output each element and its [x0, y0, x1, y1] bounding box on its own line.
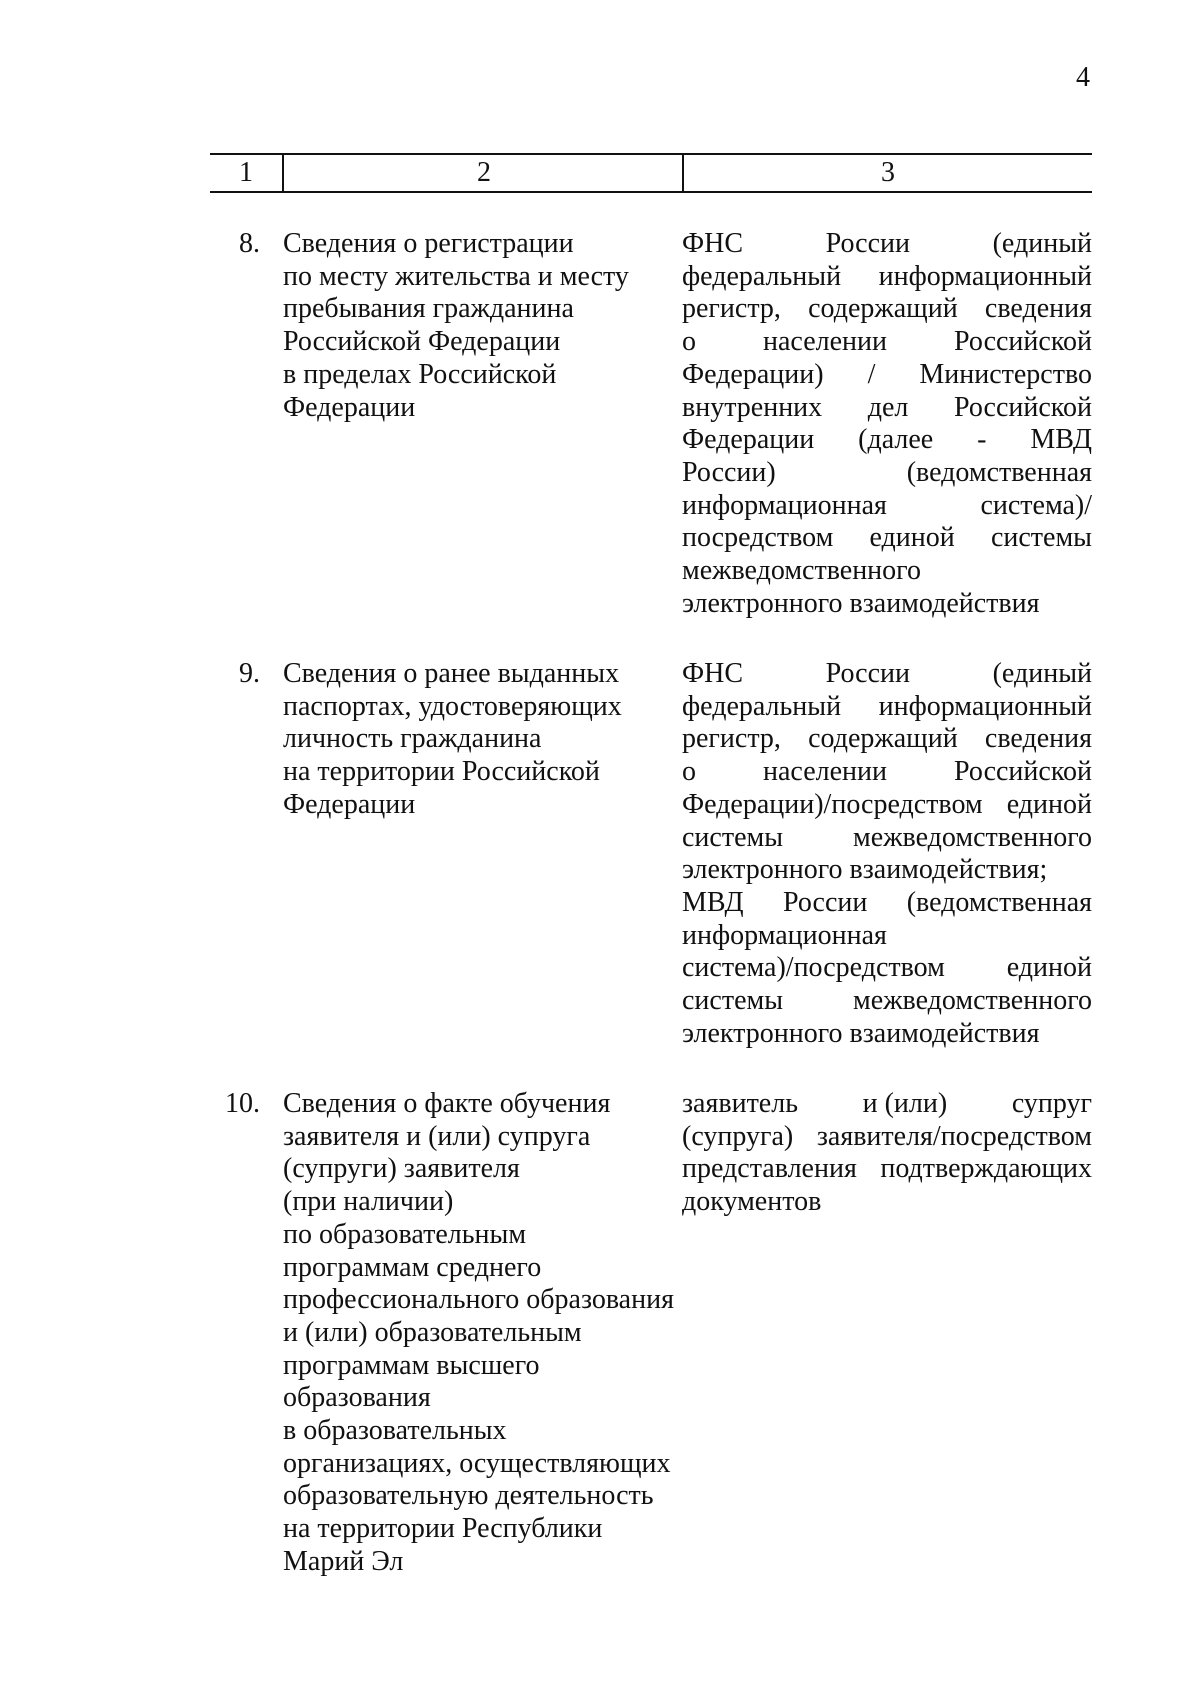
- source-line: [682, 490, 1092, 523]
- source-word: дел: [867, 391, 909, 423]
- source-line: [682, 1121, 1092, 1154]
- source-line: [682, 293, 1092, 326]
- source-word: регистр,: [682, 293, 781, 325]
- source-line: межведомственного: [682, 555, 921, 587]
- source-word: внутренних: [682, 391, 823, 423]
- source-line: [682, 985, 1092, 1018]
- source-word: (ведомственная: [906, 886, 1092, 918]
- source-line: [682, 952, 1092, 985]
- source-word: Российской: [953, 391, 1092, 423]
- source-line: электронного взаимодействия;: [682, 854, 1048, 886]
- source-line: [682, 887, 1092, 920]
- source-line: [682, 522, 1092, 555]
- source-word: (единый: [992, 658, 1092, 689]
- source-word: населении: [763, 756, 887, 788]
- source-line: [682, 424, 1092, 457]
- source-word: межведомственного: [853, 985, 1092, 1017]
- source-word: населении: [763, 326, 887, 358]
- source-word: заявитель: [682, 1088, 798, 1119]
- source-word: федеральный: [682, 690, 842, 722]
- source-line: [682, 457, 1092, 490]
- source-line: электронного взаимодействия: [682, 1017, 1040, 1049]
- row-info-source: [682, 658, 1092, 1050]
- column-header-3: 3: [682, 155, 1092, 191]
- row-info-source: [682, 1088, 1092, 1219]
- source-word: Министерство: [919, 358, 1092, 390]
- source-word: заявителя/посредством: [816, 1120, 1092, 1152]
- source-word: федеральный: [682, 260, 842, 292]
- source-line: [682, 756, 1092, 789]
- source-word: /: [867, 358, 876, 390]
- source-word: системы: [682, 821, 784, 853]
- source-word: единой: [869, 522, 955, 554]
- source-line: [682, 359, 1092, 392]
- source-word: ФНС: [682, 658, 744, 689]
- source-word: информационный: [878, 260, 1092, 292]
- source-line: документов: [682, 1186, 822, 1218]
- source-line: [682, 1153, 1092, 1186]
- source-word: сведения: [984, 723, 1092, 755]
- source-line: [682, 822, 1092, 855]
- row-info-name: Сведения о ранее выданных паспортах, удостоверяющих личность гражданина на территории Российской Федерации: [283, 658, 622, 820]
- source-word: МВД: [682, 886, 744, 918]
- row-number: 10.: [225, 1088, 260, 1119]
- source-word: подтверждающих: [880, 1153, 1092, 1185]
- source-word: -: [977, 424, 987, 456]
- source-word: и (или): [862, 1088, 948, 1119]
- row-info-name: Сведения о регистрации по месту жительства и месту пребывания гражданина Российской Федерации в пределах Российской Федерации: [283, 228, 629, 423]
- source-word: Российской: [954, 756, 1092, 788]
- source-word: супруг: [1011, 1088, 1092, 1119]
- source-word: России): [682, 456, 776, 488]
- source-line: [682, 723, 1092, 756]
- source-word: информационная: [682, 489, 887, 521]
- row-info-name: Сведения о факте обучения заявителя и (или) супруга (супруги) заявителя (при наличии) по образовательным программам среднего профессионального образования и (или) образовательным программам высшего образования в образовательных организациях, осуществляющих образовательную деятельность на территории Республики Марий Эл: [283, 1088, 674, 1577]
- source-word: представления: [682, 1153, 857, 1185]
- source-word: России: [825, 658, 911, 689]
- source-word: (ведомственная: [906, 456, 1092, 488]
- source-word: России: [782, 886, 868, 918]
- source-word: содержащий: [808, 723, 958, 755]
- column-header-1: 1: [239, 157, 253, 188]
- row-info-source: [682, 228, 1092, 620]
- source-line: [682, 789, 1092, 822]
- source-word: системы: [682, 985, 784, 1017]
- source-word: регистр,: [682, 723, 781, 755]
- source-line: информационная: [682, 919, 887, 951]
- source-line: [682, 658, 1092, 691]
- source-word: ФНС: [682, 228, 744, 259]
- source-line: [682, 261, 1092, 294]
- source-word: (единый: [992, 228, 1092, 259]
- source-word: система)/посредством: [682, 952, 945, 984]
- row-number: 8.: [239, 228, 260, 259]
- source-line: [682, 1088, 1092, 1121]
- source-word: Федерации): [682, 358, 824, 390]
- source-word: единой: [1006, 952, 1092, 984]
- page-number: 4: [1076, 62, 1090, 93]
- row-number: 9.: [239, 658, 260, 689]
- source-word: межведомственного: [853, 821, 1092, 853]
- source-word: сведения: [984, 293, 1092, 325]
- source-word: посредством: [682, 522, 834, 554]
- source-word: единой: [1006, 788, 1092, 820]
- source-word: информационный: [878, 690, 1092, 722]
- source-line: [682, 228, 1092, 261]
- table-header: [210, 153, 1092, 193]
- source-word: Федерации)/посредством: [682, 788, 983, 820]
- source-word: России: [825, 228, 911, 259]
- source-word: о: [682, 326, 696, 358]
- source-line: [682, 691, 1092, 724]
- source-word: системы: [990, 522, 1092, 554]
- source-word: (далее: [858, 424, 934, 456]
- source-word: (супруга): [682, 1120, 794, 1152]
- source-line: электронного взаимодействия: [682, 587, 1040, 619]
- source-word: Федерации: [682, 424, 815, 456]
- source-line: [682, 326, 1092, 359]
- source-word: система)/: [980, 489, 1092, 521]
- source-word: содержащий: [808, 293, 958, 325]
- source-line: [682, 392, 1092, 425]
- source-word: Российской: [954, 326, 1092, 358]
- source-word: МВД: [1030, 424, 1092, 456]
- column-header-2: 2: [282, 155, 684, 191]
- source-word: о: [682, 756, 696, 788]
